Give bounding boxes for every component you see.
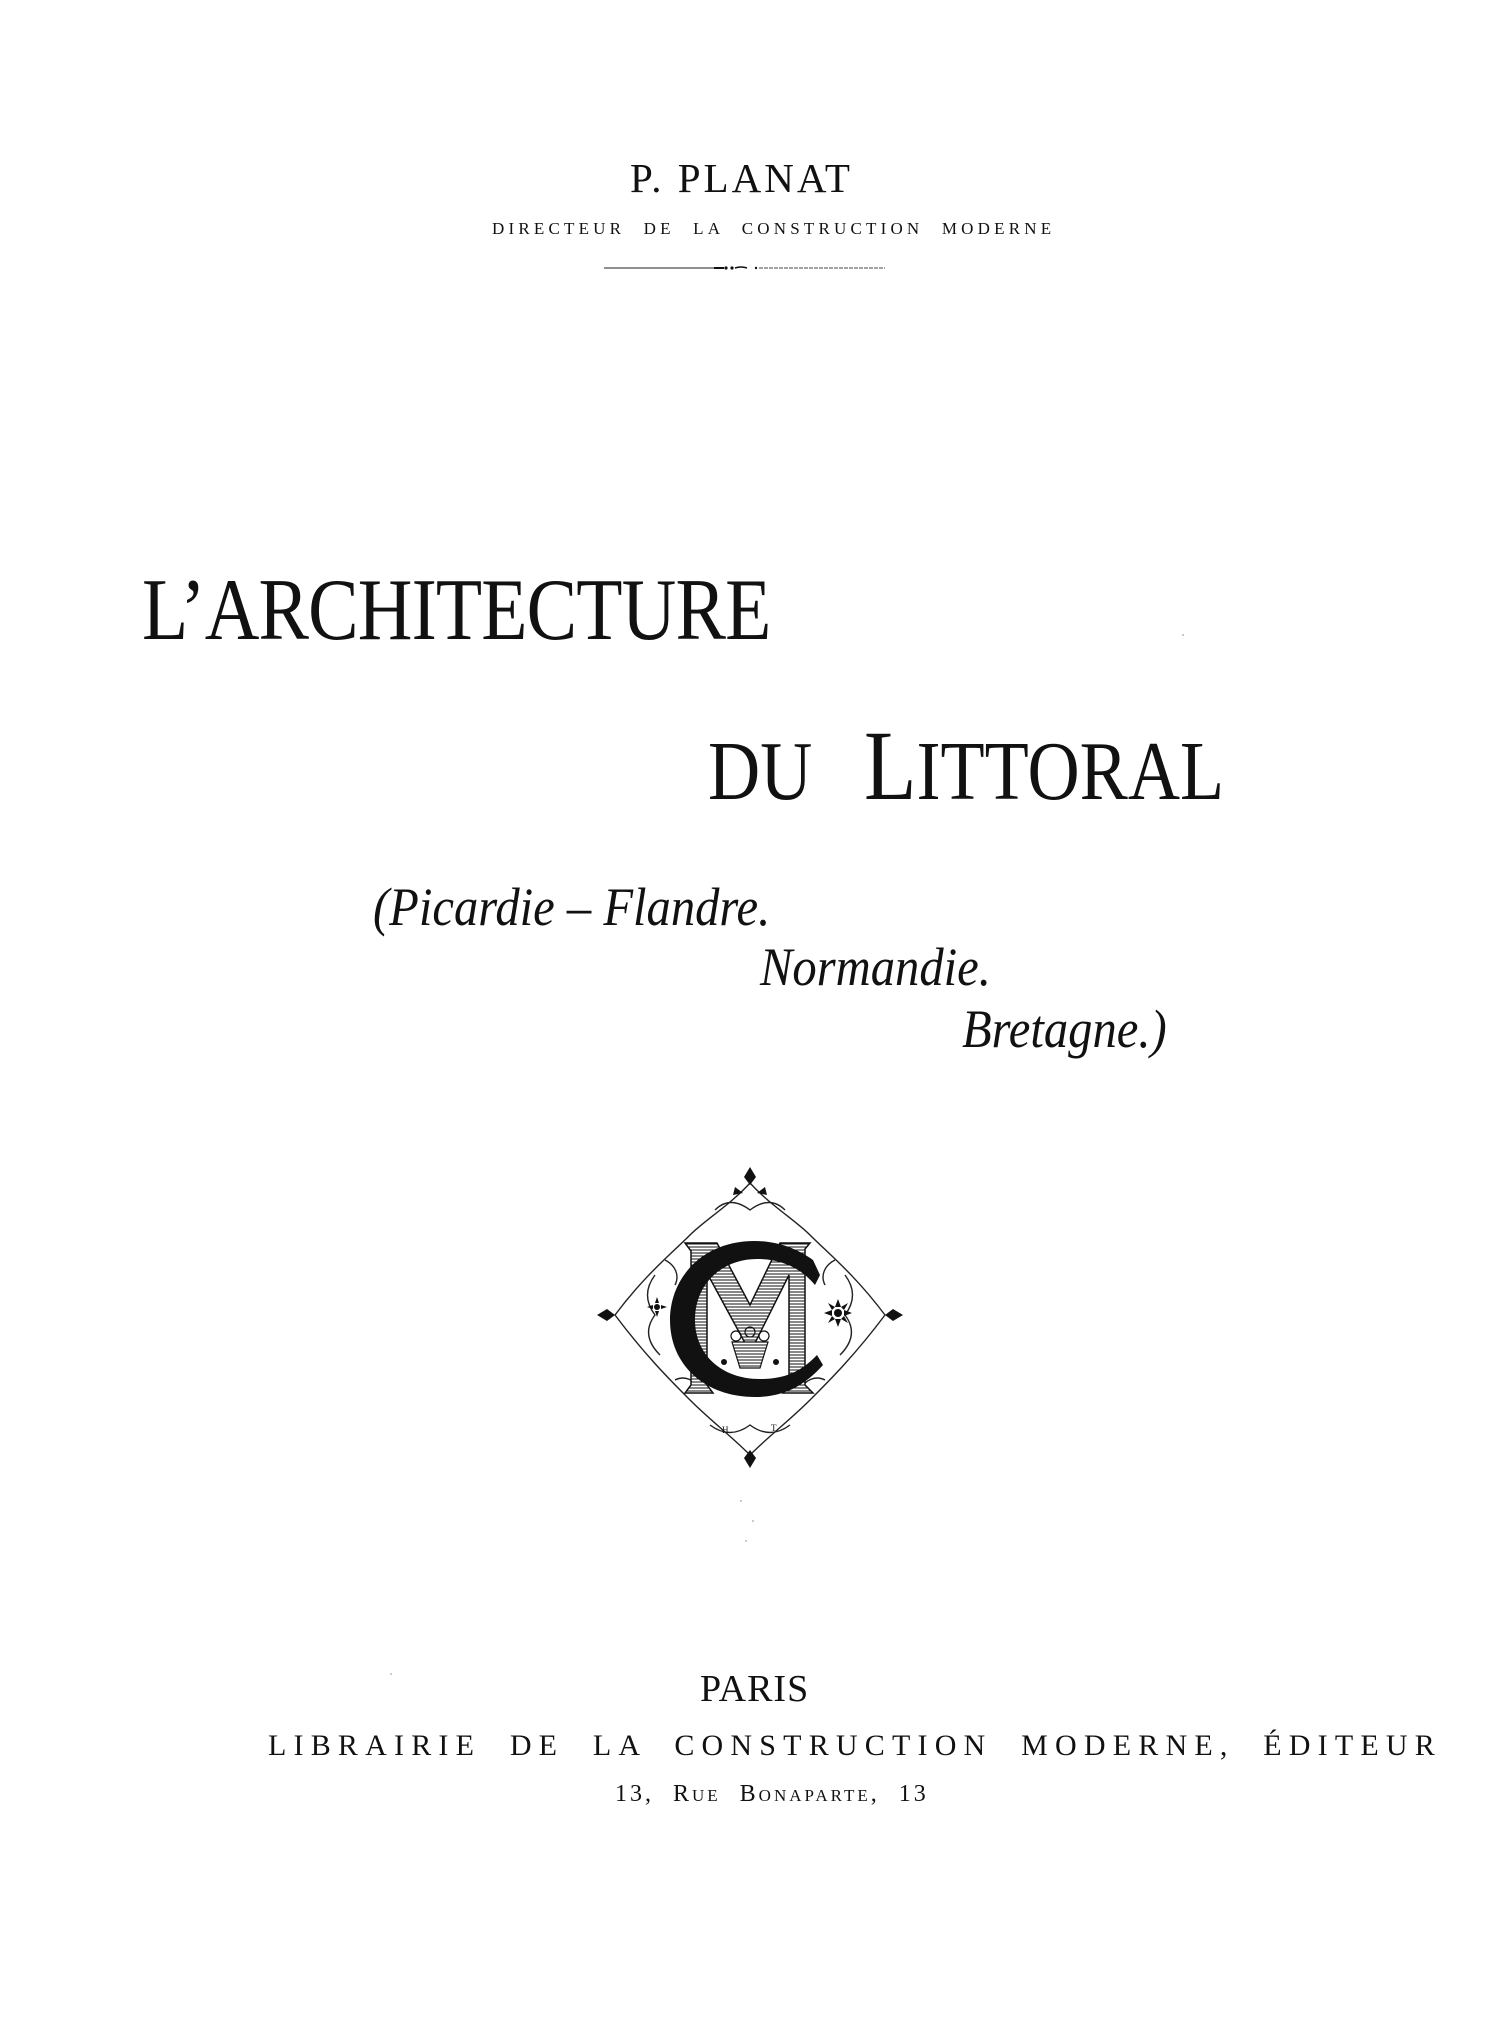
paper-speck [745, 1540, 747, 1542]
subtitle-line-1 [373, 877, 771, 937]
paper-speck [1182, 634, 1184, 636]
paper-speck [740, 1500, 742, 1502]
ornamental-rule [604, 266, 885, 270]
title-line-2 [708, 710, 1225, 821]
paper-speck [390, 1673, 392, 1675]
subtitle-line-3 [962, 999, 1167, 1059]
monogram-signature-h: H [722, 1425, 729, 1435]
title-rest: ITTORAL [916, 725, 1225, 818]
paper-speck [752, 1520, 754, 1522]
author-role: DIRECTEUR DE LA CONSTRUCTION MODERNE [492, 219, 1056, 238]
title-line-1: L’ARCHITECTURE [142, 562, 771, 659]
author-name: P. PLANAT [630, 155, 853, 201]
subtitle-close-paren: ) [1150, 999, 1167, 1059]
subtitle-open-paren: ( [373, 877, 390, 937]
monogram-signature-t: T [771, 1423, 777, 1433]
imprint-city: PARIS [700, 1668, 810, 1710]
imprint-address: 13, Rue Bonaparte, 13 [615, 1781, 929, 1807]
cm-monogram-icon [595, 1165, 905, 1470]
subtitle-line-2: Normandie. [760, 937, 991, 997]
title-du: DU [708, 725, 813, 818]
subtitle-picardie-flandre: Picardie – Flandre. [389, 877, 771, 937]
imprint-publisher: LIBRAIRIE DE LA CONSTRUCTION MODERNE, ÉDITEUR [268, 1729, 1442, 1762]
subtitle-bretagne: Bretagne. [962, 999, 1151, 1059]
title-initial: L [863, 710, 917, 821]
